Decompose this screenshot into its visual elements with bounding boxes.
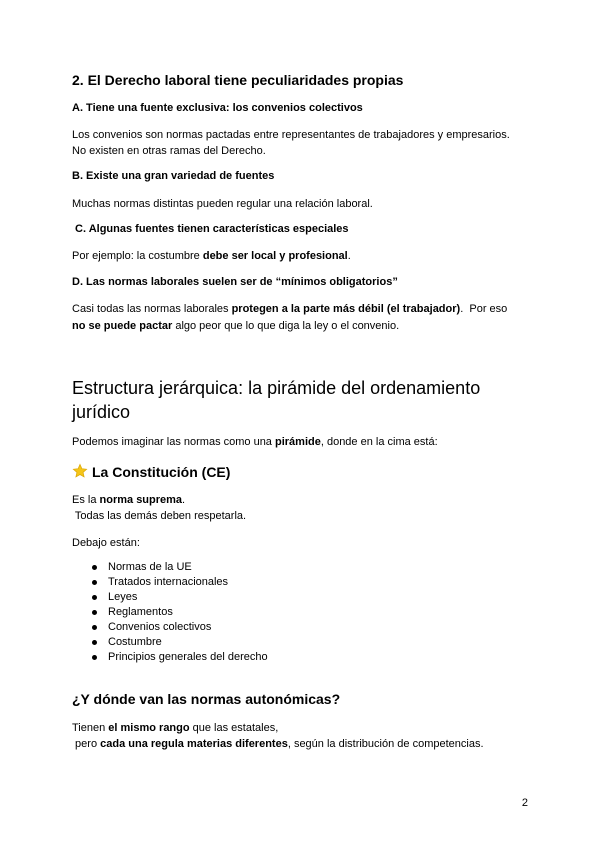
- page-number: 2: [521, 797, 528, 809]
- auto-line2-suffix: , según la distribución de competencias.: [287, 738, 484, 750]
- list-item: Reglamentos: [92, 605, 268, 620]
- estructura-title-line1: Estructura jerárquica: la pirámide del ordenamiento: [72, 378, 481, 398]
- jerarquia-list: [92, 560, 268, 665]
- es-la-prefix: Es la: [72, 494, 100, 506]
- auto-line1-bold: el mismo rango: [108, 722, 190, 734]
- subsection-d-text-line1: [72, 301, 507, 317]
- subsection-a-text-line1: Los convenios son normas pactadas entre representantes de trabajadores y empresarios.: [72, 129, 510, 141]
- intro-prefix: Podemos imaginar las normas como una: [72, 436, 275, 448]
- d-text-2-suffix: algo peor que lo que diga la ley o el convenio.: [172, 320, 400, 332]
- list-item: Normas de la UE: [92, 560, 268, 575]
- subsection-d-text-line2: [72, 318, 399, 334]
- subsection-c-text: [72, 248, 351, 264]
- subsection-c-title: C. Algunas fuentes tienen características especiales: [72, 223, 349, 235]
- subsection-a-text-line2: No existen en otras ramas del Derecho.: [72, 145, 266, 157]
- auto-line2-bold: cada una regula materias diferentes: [100, 738, 288, 750]
- auto-line1-suffix: que las estatales,: [189, 722, 279, 734]
- es-la-suffix: .: [182, 494, 186, 506]
- es-la-bold: norma suprema: [99, 494, 183, 506]
- d-text-2-bold: no se puede pactar: [72, 320, 173, 332]
- intro-bold: pirámide: [274, 436, 321, 448]
- list-item: Tratados internacionales: [92, 575, 268, 590]
- estructura-intro: [72, 434, 438, 450]
- list-item: Principios generales del derecho: [92, 650, 268, 665]
- d-text-1-prefix: Casi todas las normas laborales: [72, 303, 232, 315]
- c-text-suffix: .: [347, 250, 351, 262]
- intro-suffix: , donde en la cima está:: [320, 436, 438, 448]
- subsection-b-text: Muchas normas distintas pueden regular una relación laboral.: [72, 198, 373, 210]
- subsection-a-title: A. Tiene una fuente exclusiva: los convenios colectivos: [72, 102, 363, 114]
- list-item: Leyes: [92, 590, 268, 605]
- subsection-d-title: D. Las normas laborales suelen ser de “mínimos obligatorios”: [72, 276, 398, 288]
- autonomicas-title: ¿Y dónde van las normas autonómicas?: [72, 691, 341, 707]
- auto-line1-prefix: Tienen: [72, 722, 109, 734]
- list-item: Convenios colectivos: [92, 620, 268, 635]
- debajo-line: Debajo están:: [72, 537, 140, 549]
- autonomicas-line1: [72, 720, 278, 736]
- constitucion-title: La Constitución (CE): [92, 464, 231, 480]
- subsection-b-title: B. Existe una gran variedad de fuentes: [72, 170, 275, 182]
- star-icon: [72, 463, 88, 479]
- estructura-title-line2: jurídico: [72, 402, 131, 422]
- es-la-line: [72, 492, 185, 508]
- d-text-1-bold: protegen a la parte más débil (el trabajador): [231, 303, 461, 315]
- todas-line: Todas las demás deben respetarla.: [72, 510, 247, 522]
- auto-line2-prefix: pero: [72, 738, 101, 750]
- autonomicas-line2: [72, 736, 484, 752]
- d-text-1-suffix: . Por eso: [460, 303, 508, 315]
- c-text-prefix: Por ejemplo: la costumbre: [72, 250, 203, 262]
- list-item: Costumbre: [92, 635, 268, 650]
- constitucion-heading: [72, 463, 230, 480]
- c-text-bold: debe ser local y profesional: [202, 250, 348, 262]
- section-title-peculiaridades: 2. El Derecho laboral tiene peculiaridades propias: [72, 72, 404, 88]
